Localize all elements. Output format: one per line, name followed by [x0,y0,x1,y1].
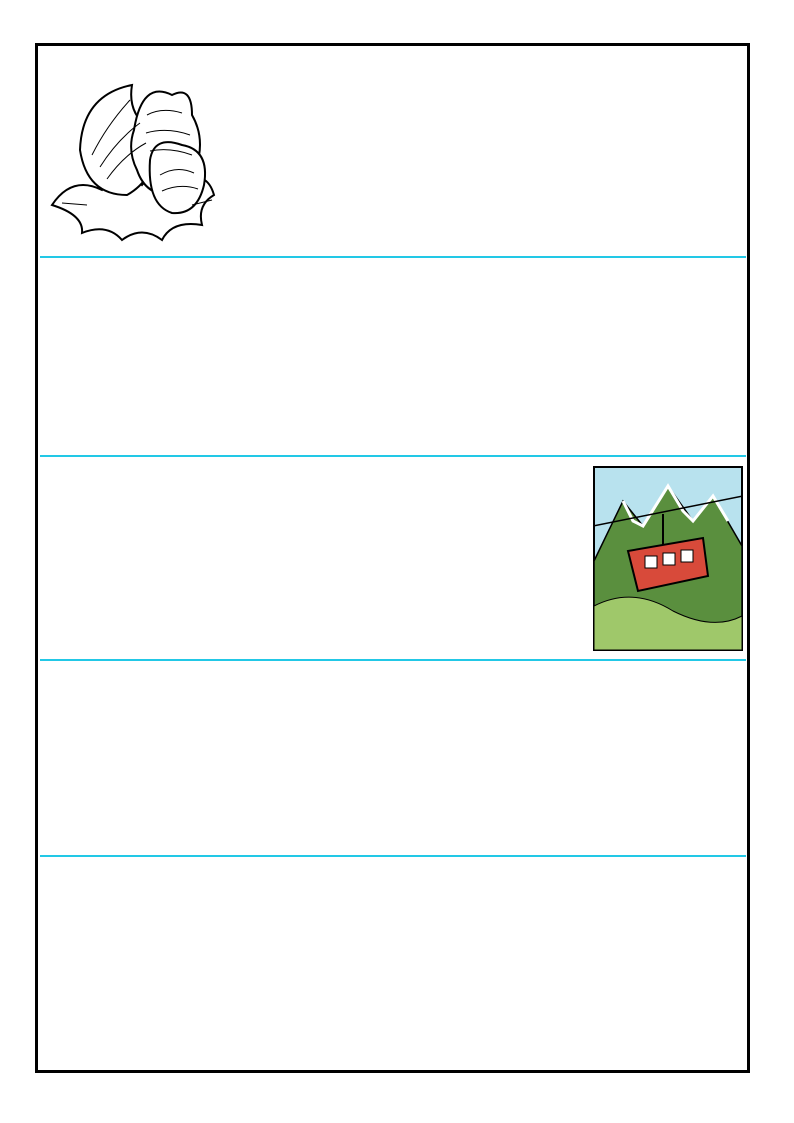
section-divider [40,256,746,258]
section-divider [40,659,746,661]
chestnut-illustration [42,55,222,250]
section-divider [40,455,746,457]
ropeway-illustration [593,466,743,651]
section4-body-column [48,665,743,853]
section1-body-column [222,57,697,252]
section2-body-column [48,262,743,452]
section3-body-column [48,462,548,654]
section-divider [40,855,746,857]
section5-body-column [355,862,700,1067]
